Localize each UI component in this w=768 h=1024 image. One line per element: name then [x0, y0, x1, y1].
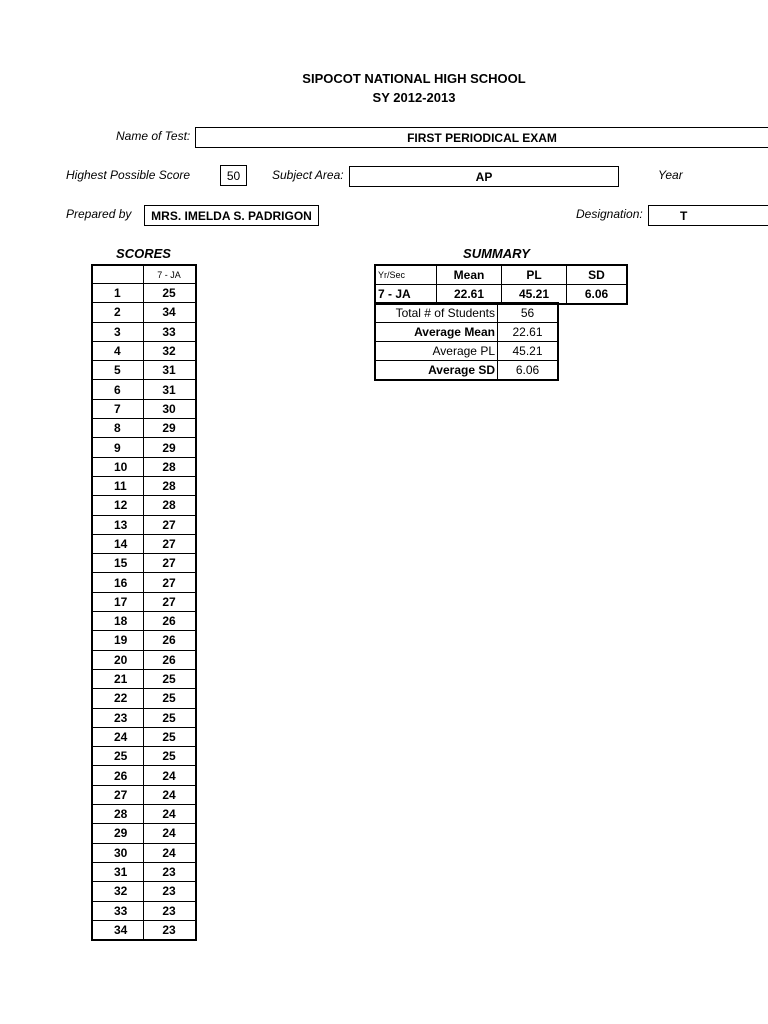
student-number: 27: [92, 785, 143, 804]
student-number: 12: [92, 496, 143, 515]
student-score: 26: [143, 612, 196, 631]
table-row: [92, 612, 196, 631]
student-number: 7: [92, 399, 143, 418]
table-row: [92, 399, 196, 418]
student-score: 29: [143, 419, 196, 438]
subject-area-field[interactable]: AP: [349, 166, 619, 187]
table-row: [92, 766, 196, 785]
student-score: 25: [143, 727, 196, 746]
summary-stats-table: [374, 302, 559, 381]
table-row: [92, 708, 196, 727]
student-number: 14: [92, 534, 143, 553]
student-score: 24: [143, 824, 196, 843]
student-score: 27: [143, 554, 196, 573]
summary-header-pl: PL: [502, 265, 567, 285]
stat-value-average-mean: 22.61: [498, 323, 559, 342]
student-number: 34: [92, 920, 143, 940]
student-score: 27: [143, 592, 196, 611]
student-number: 9: [92, 438, 143, 457]
student-score: 27: [143, 534, 196, 553]
table-row: [92, 785, 196, 804]
table-row: [92, 361, 196, 380]
highest-possible-score-field[interactable]: 50: [220, 165, 247, 186]
student-number: 1: [92, 284, 143, 303]
table-row: [92, 284, 196, 303]
summary-header-row: [375, 265, 627, 285]
name-of-test-field[interactable]: FIRST PERIODICAL EXAM: [195, 127, 768, 148]
student-number: 6: [92, 380, 143, 399]
student-score: 28: [143, 457, 196, 476]
table-row: [92, 747, 196, 766]
student-number: 23: [92, 708, 143, 727]
stat-label-total-students: Total # of Students: [375, 303, 498, 323]
table-row: [92, 669, 196, 688]
summary-pl: 45.21: [502, 285, 567, 305]
prepared-by-label: Prepared by: [66, 207, 132, 221]
stat-value-average-sd: 6.06: [498, 361, 559, 381]
table-row: [92, 882, 196, 901]
student-number: 32: [92, 882, 143, 901]
table-row: [92, 727, 196, 746]
student-number: 29: [92, 824, 143, 843]
student-score: 27: [143, 515, 196, 534]
student-score: 23: [143, 901, 196, 920]
student-score: 25: [143, 747, 196, 766]
summary-header-mean: Mean: [437, 265, 502, 285]
table-row: [92, 322, 196, 341]
student-score: 29: [143, 438, 196, 457]
student-number: 13: [92, 515, 143, 534]
table-row: [92, 303, 196, 322]
student-score: 32: [143, 341, 196, 360]
table-row: [92, 476, 196, 495]
table-row: [92, 496, 196, 515]
summary-header-yrsec: Yr/Sec: [375, 265, 437, 285]
table-row: [92, 438, 196, 457]
student-number: 17: [92, 592, 143, 611]
year-label: Year: [658, 168, 683, 182]
student-number: 2: [92, 303, 143, 322]
student-score: 28: [143, 476, 196, 495]
table-row: [92, 862, 196, 881]
designation-label: Designation:: [576, 207, 643, 221]
table-row: [92, 901, 196, 920]
student-number: 31: [92, 862, 143, 881]
scores-header-blank: [92, 265, 143, 284]
scores-header-section: 7 - JA: [143, 265, 196, 284]
student-score: 26: [143, 631, 196, 650]
student-score: 25: [143, 669, 196, 688]
scores-table: [91, 264, 197, 941]
student-score: 31: [143, 361, 196, 380]
stats-row: [375, 361, 558, 381]
table-row: [92, 631, 196, 650]
student-number: 3: [92, 322, 143, 341]
table-row: [92, 341, 196, 360]
table-row: [92, 457, 196, 476]
student-score: 34: [143, 303, 196, 322]
student-number: 16: [92, 573, 143, 592]
stat-label-average-sd: Average SD: [375, 361, 498, 381]
student-score: 24: [143, 766, 196, 785]
student-score: 33: [143, 322, 196, 341]
stat-label-average-pl: Average PL: [375, 342, 498, 361]
student-number: 20: [92, 650, 143, 669]
student-score: 25: [143, 708, 196, 727]
table-row: [92, 650, 196, 669]
stats-row: [375, 303, 558, 323]
student-score: 30: [143, 399, 196, 418]
table-row: [92, 592, 196, 611]
table-row: [92, 824, 196, 843]
student-number: 22: [92, 689, 143, 708]
table-row: [92, 805, 196, 824]
summary-mean: 22.61: [437, 285, 502, 305]
student-number: 8: [92, 419, 143, 438]
student-number: 33: [92, 901, 143, 920]
summary-header-sd: SD: [567, 265, 628, 285]
designation-field[interactable]: T: [648, 205, 768, 226]
student-score: 28: [143, 496, 196, 515]
school-year: SY 2012-2013: [372, 90, 456, 105]
student-number: 25: [92, 747, 143, 766]
stat-value-average-pl: 45.21: [498, 342, 559, 361]
summary-yrsec: 7 - JA: [375, 285, 437, 305]
stats-row: [375, 342, 558, 361]
table-row: [92, 419, 196, 438]
scores-header-row: [92, 265, 196, 284]
student-score: 25: [143, 284, 196, 303]
table-row: [92, 689, 196, 708]
student-number: 4: [92, 341, 143, 360]
table-row: [92, 380, 196, 399]
table-row: [92, 843, 196, 862]
student-score: 23: [143, 920, 196, 940]
student-score: 24: [143, 785, 196, 804]
student-score: 24: [143, 843, 196, 862]
student-number: 11: [92, 476, 143, 495]
student-number: 10: [92, 457, 143, 476]
student-number: 19: [92, 631, 143, 650]
stat-label-average-mean: Average Mean: [375, 323, 498, 342]
student-number: 15: [92, 554, 143, 573]
subject-area-label: Subject Area:: [272, 168, 344, 182]
student-score: 25: [143, 689, 196, 708]
stats-row: [375, 323, 558, 342]
student-score: 27: [143, 573, 196, 592]
student-score: 24: [143, 805, 196, 824]
student-number: 24: [92, 727, 143, 746]
table-row: [92, 573, 196, 592]
student-score: 23: [143, 862, 196, 881]
student-number: 21: [92, 669, 143, 688]
student-score: 31: [143, 380, 196, 399]
highest-possible-score-label: Highest Possible Score: [66, 168, 191, 182]
student-number: 28: [92, 805, 143, 824]
table-row: [92, 515, 196, 534]
name-of-test-label: Name of Test:: [116, 129, 191, 143]
student-score: 26: [143, 650, 196, 669]
stat-value-total-students: 56: [498, 303, 559, 323]
student-score: 23: [143, 882, 196, 901]
student-number: 26: [92, 766, 143, 785]
student-number: 18: [92, 612, 143, 631]
table-row: [92, 554, 196, 573]
summary-title: SUMMARY: [463, 246, 530, 261]
table-row: [92, 920, 196, 940]
school-name: SIPOCOT NATIONAL HIGH SCHOOL: [302, 71, 526, 86]
summary-table: [374, 264, 628, 305]
scores-title: SCORES: [116, 246, 171, 261]
student-number: 5: [92, 361, 143, 380]
table-row: [92, 534, 196, 553]
prepared-by-field[interactable]: MRS. IMELDA S. PADRIGON: [144, 205, 319, 226]
summary-sd: 6.06: [567, 285, 628, 305]
student-number: 30: [92, 843, 143, 862]
